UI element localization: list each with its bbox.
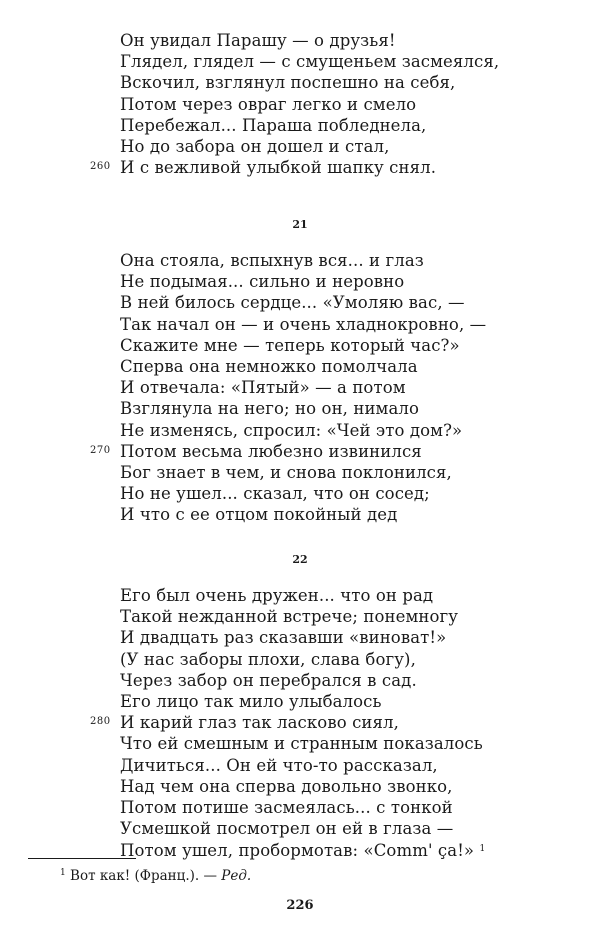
line-number: 270 [90,444,111,456]
verse-line: Взглянула на него; но он, нимало [120,399,420,419]
verse-line: Она стояла, вспыхнув вся... и глаз [120,251,424,270]
footnote-text: Вот как! (Франц.). — [70,868,222,884]
verse-line: Бог знает в чем, и снова поклонился, [120,463,452,483]
verse-line-text: И карий глаз так ласково сиял, [120,713,399,733]
stanza-number: 22 [292,553,308,566]
verse-line: Что ей смешным и странным показалось [120,734,483,754]
verse-line: Но до забора он дошел и стал, [120,137,390,157]
verse-line: Такой нежданной встрече; понемногу [120,607,459,627]
footnote-editor-note: Ред. [221,868,252,884]
footnote-marker: 1 [60,868,66,878]
verse-line-text: Потом ушел, пробормотав: «Comm' ça!» [120,841,475,861]
verse-line: Над чем она сперва довольно звонко, [120,776,453,796]
verse-line: Его был очень дружен... что он рад [120,586,434,605]
line-number: 260 [90,161,111,173]
footnote-reference: 1 [479,844,486,855]
verse-line: Но не ушел... сказал, что он сосед; [120,484,430,504]
verse-line: И двадцать раз сказавши «виноват!» [120,628,447,648]
verse-line-text: Потом весьма любезно извинился [120,441,422,461]
verse-line: Сперва она немножко помолчала [120,357,418,377]
verse-line [90,441,580,462]
verse-line [90,712,580,733]
verse-line: Дичиться... Он ей что-то рассказал, [120,755,438,775]
footnote [60,864,251,885]
verse-line: Перебежал... Параша побледнела, [120,115,427,135]
verse-line: Вскочил, взглянул поспешно на себя, [120,73,456,93]
verse-line: Так начал он — и очень хладнокровно, — [120,314,487,334]
verse-line: Не изменясь, спросил: «Чей это дом?» [120,420,463,440]
verse-line: Потом через овраг легко и смело [120,94,417,114]
stanza-top [90,30,580,178]
verse-line [90,157,580,178]
verse-line-text: И с вежливой улыбкой шапку снял. [120,158,437,178]
verse-line: Усмешкой посмотрел он ей в глаза — [120,819,454,839]
verse-line: И что с ее отцом покойный дед [120,505,398,525]
verse-line: Через забор он перебрался в сад. [120,670,417,690]
verse-line [120,839,580,861]
stanza-21 [90,250,580,526]
verse-line: (У нас заборы плохи, слава богу), [120,649,416,669]
verse-line: Не подымая... сильно и неровно [120,272,405,292]
line-number: 280 [90,716,111,728]
verse-line: Глядел, глядел — с смущеньем засмеялся, [120,52,500,72]
page-number: 226 [286,898,314,913]
stanza-number: 21 [292,218,308,231]
footnote-divider [28,858,136,859]
stanza-22 [90,585,580,862]
verse-line: Он увидал Парашу — о друзья! [120,31,396,50]
verse-line: Скажите мне — теперь который час?» [120,335,460,355]
verse-line: В ней билось сердце... «Умоляю вас, — [120,293,465,313]
verse-line: Его лицо так мило улыбалось [120,692,382,712]
verse-line: И отвечала: «Пятый» — а потом [120,378,406,398]
verse-line: Потом потише засмеялась... с тонкой [120,798,453,818]
